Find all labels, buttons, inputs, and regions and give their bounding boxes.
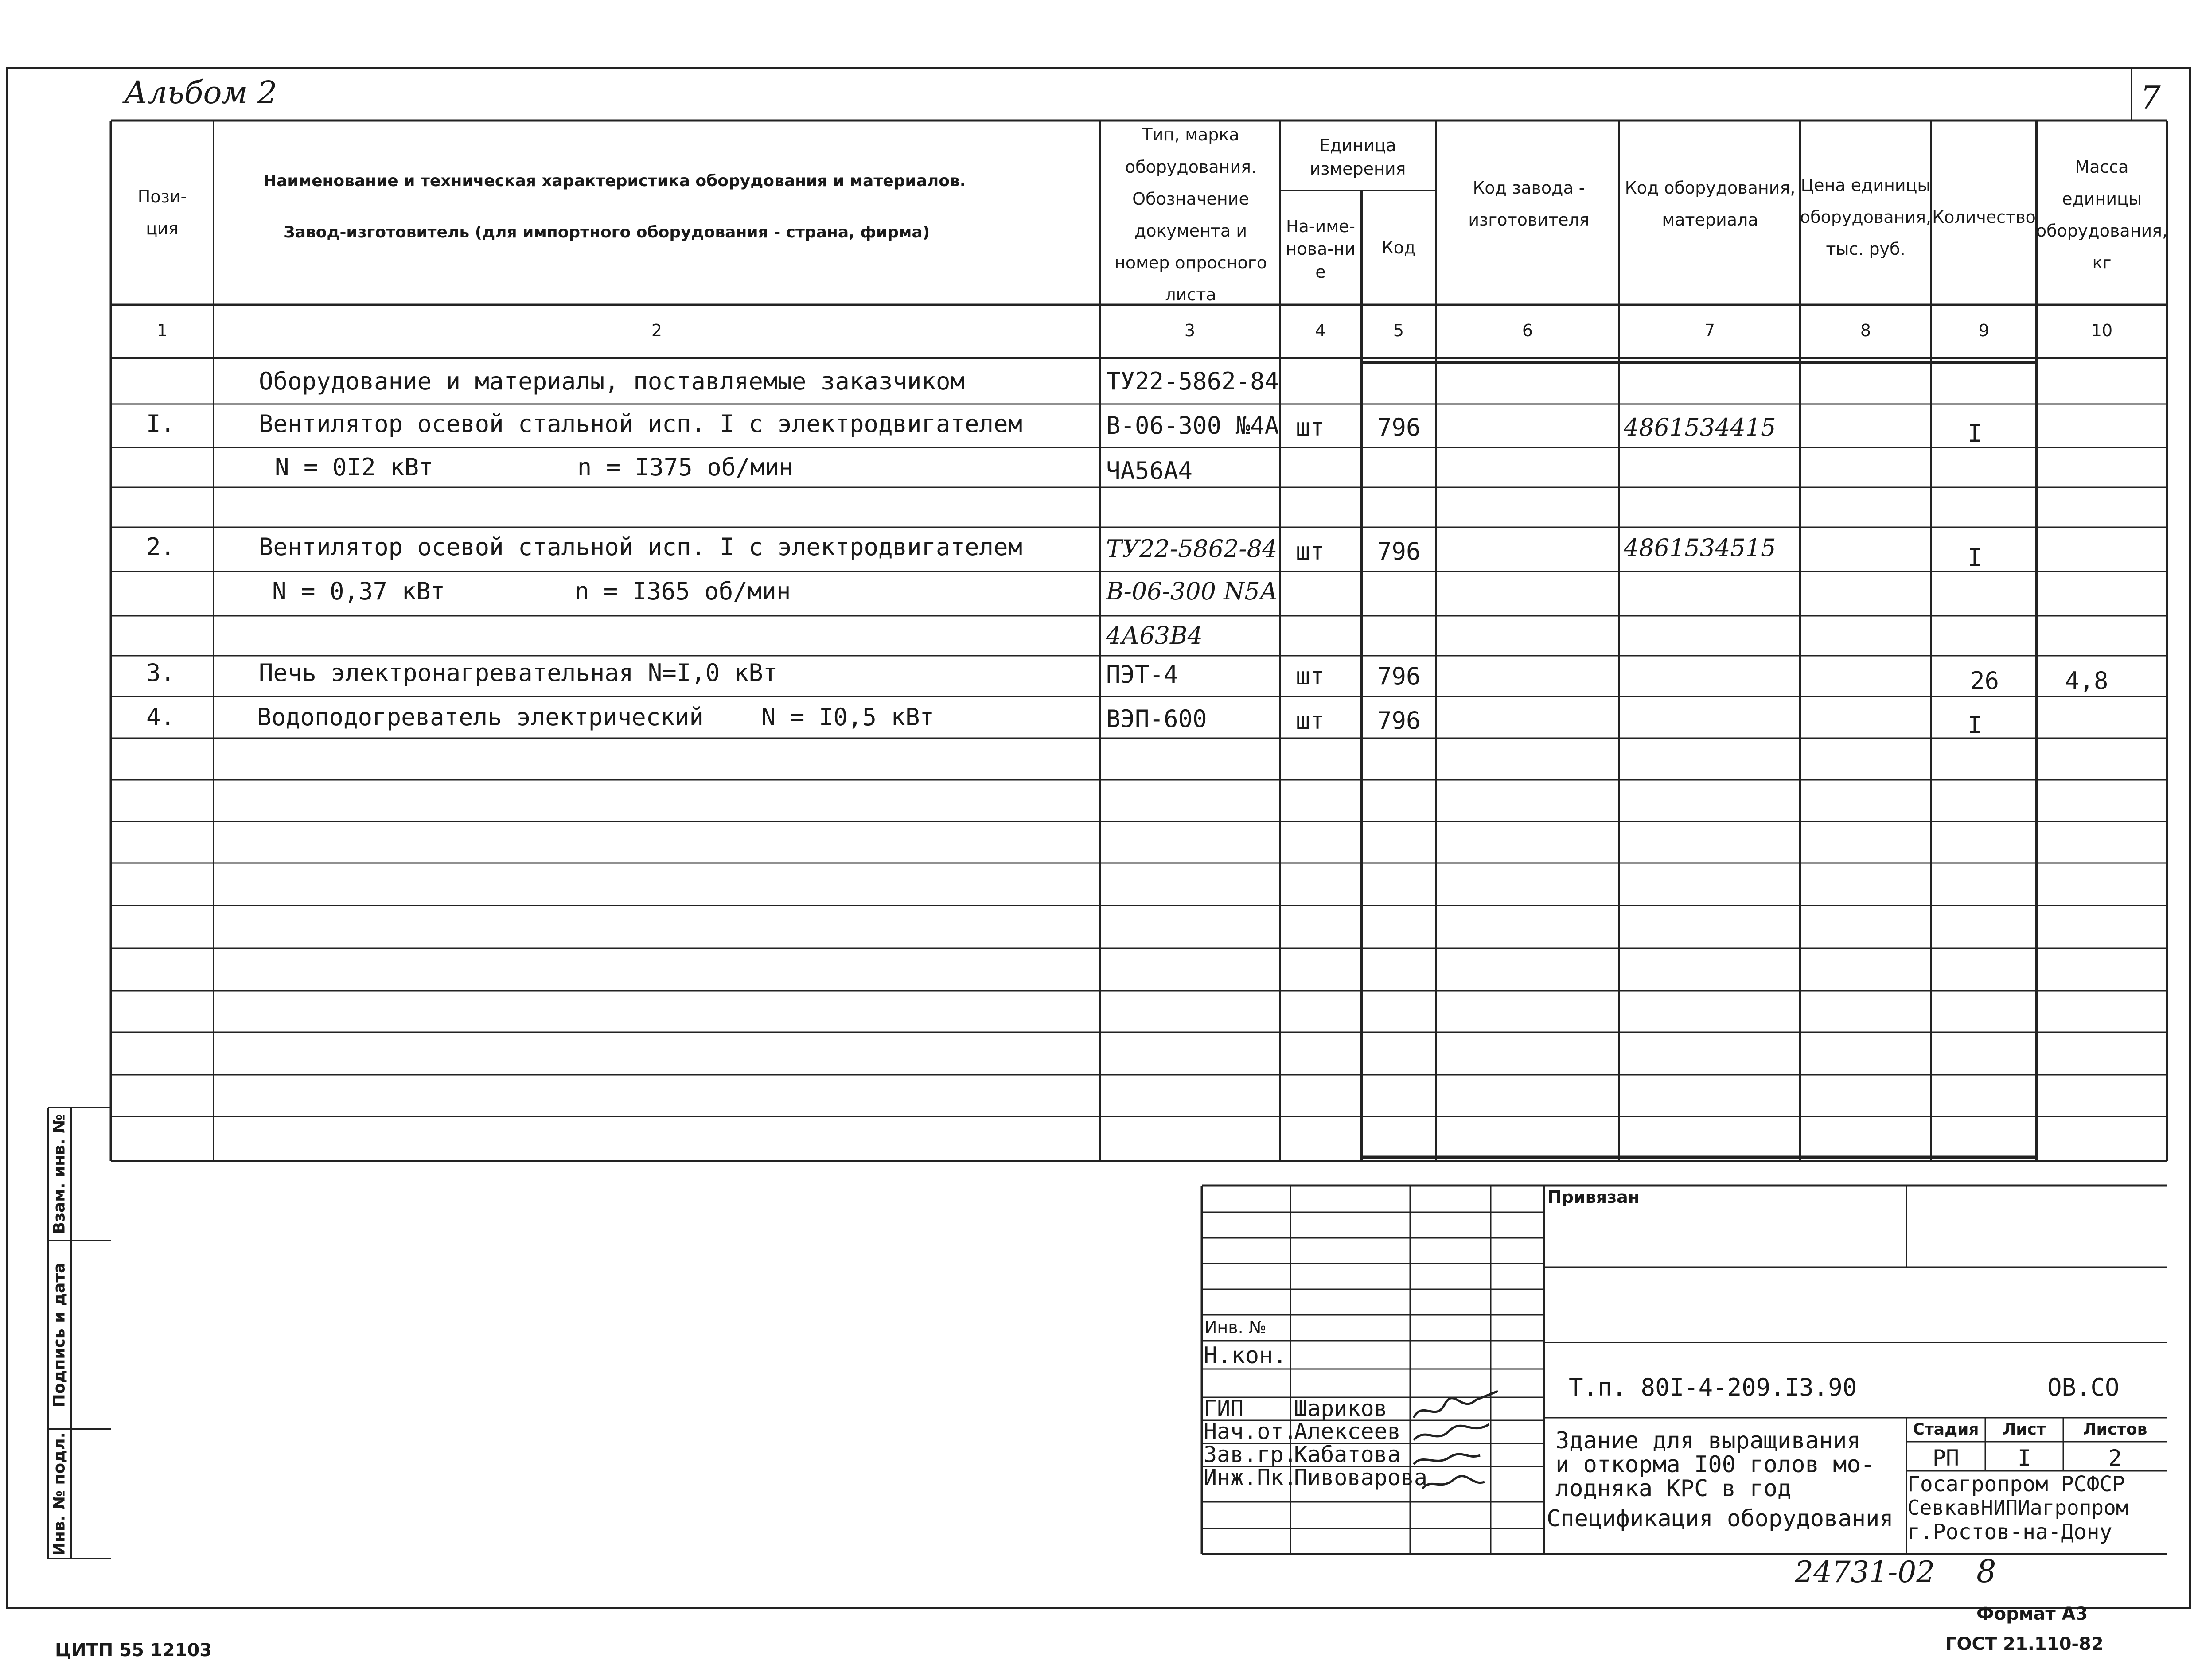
name-engineer: Пивоварова (1294, 1465, 1428, 1490)
row-type: ЧА56А4 (1106, 457, 1193, 485)
row-name: N = 0I2 кВт n = I375 об/мин (275, 453, 794, 481)
row-code: 796 (1377, 413, 1421, 441)
name-gip: Шариков (1294, 1396, 1387, 1421)
header-price: Цена единицы оборудования, тыс. руб. (1800, 175, 1932, 259)
name-head-dept: Алексеев (1294, 1419, 1401, 1444)
row-type: ПЭТ-4 (1106, 661, 1178, 688)
col-num: 3 (1184, 321, 1196, 340)
role-gip: ГИП (1204, 1396, 1244, 1421)
col-num: 2 (651, 321, 663, 340)
row-position: I. (146, 410, 175, 438)
row-name: Печь электронагревательная N=I,0 кВт (259, 659, 778, 687)
inv-no-label: Инв. № (1204, 1318, 1267, 1337)
col-num: 1 (156, 321, 168, 340)
role-head-dept: Нач.от. (1204, 1419, 1297, 1444)
side-label-signature-date: Подпись и дата (50, 1262, 69, 1408)
archive-number: 24731-02 (1795, 1555, 1935, 1589)
row-type: В-06-300 N5А (1106, 577, 1278, 605)
header-name-line1: Наименование и техническая характеристика оборудования и материалов. (263, 172, 966, 190)
row-position: 4. (146, 703, 175, 731)
col-num: 5 (1393, 321, 1404, 340)
n-kon-label: Н.кон. (1204, 1342, 1287, 1369)
sheets-value: 2 (2108, 1445, 2122, 1471)
col-num: 6 (1522, 321, 1533, 340)
header-equip-code: Код оборудования, материала (1625, 178, 1796, 229)
header-name-line2: Завод-изготовитель (для импортного оборудования - страна, фирма) (284, 223, 930, 241)
header-mass: Масса единицы оборудования, кг (2036, 157, 2168, 273)
row-position: 2. (146, 533, 175, 561)
stage-value: РП (1932, 1445, 1960, 1471)
row-name: N = 0,37 кВт n = I365 об/мин (272, 577, 791, 605)
stage-label: Стадия (1913, 1420, 1979, 1439)
col-num: 8 (1860, 321, 1871, 340)
role-head-group: Зав.гр. (1204, 1442, 1297, 1467)
sheet-label: Лист (2003, 1420, 2046, 1439)
row-mass: 4,8 (2065, 667, 2108, 695)
signatures (1409, 1382, 1507, 1497)
corner-page-number: 7 (2140, 79, 2161, 116)
role-engineer: Инж.Пк. (1204, 1465, 1297, 1490)
header-type: Тип, марка оборудования. Обозначение документа и номер опросного листа (1114, 125, 1267, 305)
col-num: 10 (2091, 321, 2113, 340)
header-unit-code: Код (1381, 237, 1416, 257)
row-name: Водоподогреватель электрический N = I0,5 кВт (257, 703, 935, 731)
row-type: В-06-300 №4А (1106, 412, 1279, 439)
col-num: 7 (1704, 321, 1715, 340)
header-plant-code: Код завода - изготовителя (1468, 178, 1590, 229)
format-label: Формат А3 (1976, 1604, 2088, 1624)
row-unit: шт (1296, 537, 1325, 565)
title-line3: лодняка КРС в год (1555, 1475, 1792, 1502)
header-unit: Единица измерения (1309, 135, 1406, 179)
sheet-value: I (2017, 1445, 2031, 1471)
album-label: Альбом 2 (124, 74, 277, 111)
row-code: 796 (1377, 662, 1421, 690)
privyazan-label: Привязан (1547, 1187, 1640, 1207)
header-qty: Количество (1932, 207, 2036, 227)
row-code: 796 (1377, 707, 1421, 735)
gost-label: ГОСТ 21.110-82 (1945, 1634, 2104, 1654)
name-head-group: Кабатова (1294, 1442, 1401, 1467)
row-name: Оборудование и материалы, поставляемые заказчиком (259, 367, 965, 395)
row-unit: шт (1296, 662, 1325, 690)
side-label-replace-inv: Взам. инв. № (50, 1114, 69, 1234)
archive-page: 8 (1976, 1553, 1996, 1590)
col-num: 9 (1978, 321, 1990, 340)
row-qty: I (1968, 711, 1982, 739)
row-unit: шт (1296, 707, 1325, 735)
row-qty: 26 (1970, 667, 1999, 695)
row-position: 3. (146, 659, 175, 687)
row-type: ТУ22-5862-84 (1106, 367, 1279, 395)
header-unit-name: На-име-нова-ние (1286, 217, 1356, 282)
header-position: Пози- ция (137, 187, 187, 238)
side-label-orig-inv: Инв. № подл. (50, 1432, 69, 1556)
doc-code: Т.п. 80I-4-209.I3.90 (1569, 1373, 1857, 1401)
doc-mark: ОВ.СО (2047, 1373, 2120, 1401)
row-qty: I (1968, 544, 1982, 572)
title-line1: Здание для выращивания (1555, 1427, 1861, 1454)
citp-label: ЦИТП 55 12103 (55, 1640, 212, 1661)
title-subtitle: Спецификация оборудования (1547, 1505, 1894, 1532)
sheets-label: Листов (2083, 1420, 2147, 1439)
org-line2: СевкавНИПИагропром (1907, 1496, 2128, 1520)
col-num: 4 (1315, 321, 1326, 340)
row-unit: шт (1296, 413, 1325, 441)
row-code: 796 (1377, 537, 1421, 565)
row-equip-code: 4861534415 (1624, 413, 1776, 441)
org-line1: Госагропром РСФСР (1907, 1472, 2125, 1497)
title-line2: и откорма I00 голов мо- (1555, 1451, 1875, 1478)
org-line3: г.Ростов-на-Дону (1907, 1520, 2112, 1544)
row-type: ТУ22-5862-84 (1106, 535, 1278, 563)
row-equip-code: 4861534515 (1624, 534, 1776, 562)
row-qty: I (1968, 420, 1982, 447)
row-name: Вентилятор осевой стальной исп. I с электродвигателем (259, 410, 1023, 438)
row-type: ВЭП-600 (1106, 705, 1207, 733)
row-name: Вентилятор осевой стальной исп. I с электродвигателем (259, 533, 1023, 561)
row-type: 4А63В4 (1106, 622, 1203, 649)
